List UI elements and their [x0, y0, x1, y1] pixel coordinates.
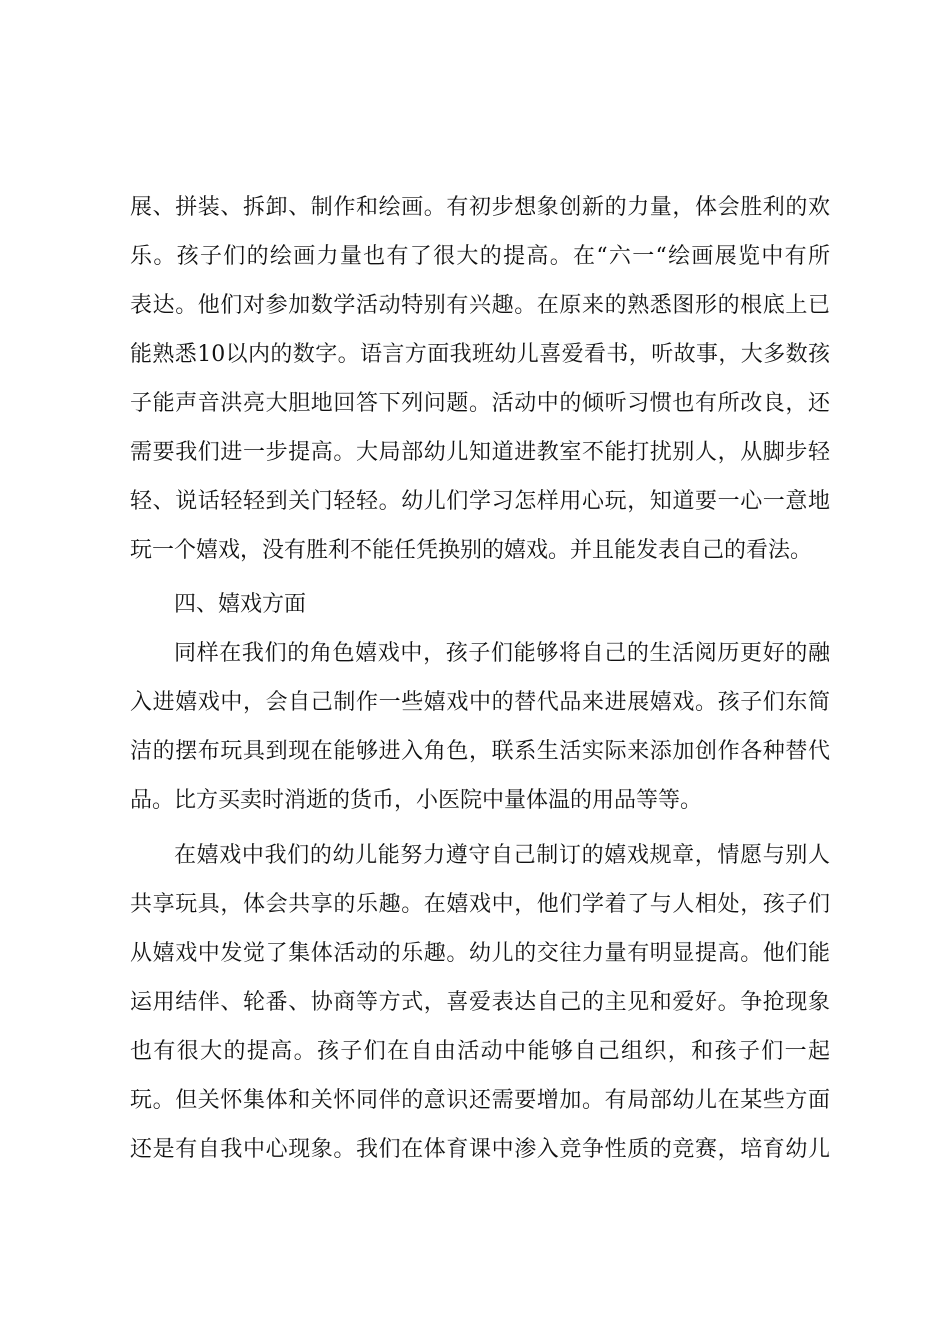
text-line: 同样在我们的角色嬉戏中，孩子们能够将自己的生活阅历更好的融: [174, 641, 830, 666]
text-line: 在嬉戏中我们的幼儿能努力遵守自己制订的嬉戏规章，情愿与别人: [174, 843, 830, 868]
text-line: 展、拼装、拆卸、制作和绘画。有初步想象创新的力量，体会胜利的欢: [130, 195, 830, 220]
section-heading: 四、嬉戏方面: [174, 592, 307, 617]
text-line: 共享玩具，体会共享的乐趣。在嬉戏中，他们学着了与人相处，孩子们: [130, 892, 830, 917]
text-line: 玩一个嬉戏，没有胜利不能任凭换别的嬉戏。并且能发表自己的看法。: [130, 538, 813, 563]
text-line: 乐。孩子们的绘画力量也有了很大的提高。在“六一“绘画展览中有所: [130, 244, 830, 269]
text-line: 表达。他们对参加数学活动特别有兴趣。在原来的熟悉图形的根底上已: [130, 293, 830, 318]
text-line: 入进嬉戏中，会自己制作一些嬉戏中的替代品来进展嬉戏。孩子们东简: [130, 690, 830, 715]
text-line: 轻、说话轻轻到关门轻轻。幼儿们学习怎样用心玩，知道要一心一意地: [130, 489, 830, 514]
text-line: 子能声音洪亮大胆地回答下列问题。活动中的倾听习惯也有所改良，还: [130, 391, 830, 416]
text-line: 也有很大的提高。孩子们在自由活动中能够自己组织，和孩子们一起: [130, 1039, 830, 1064]
text-line: 能熟悉10以内的数字。语言方面我班幼儿喜爱看书，听故事，大多数孩: [130, 342, 830, 367]
text-line: 还是有自我中心现象。我们在体育课中渗入竞争性质的竞赛，培育幼儿: [130, 1137, 830, 1162]
text-line: 品。比方买卖时消逝的货币，小医院中量体温的用品等等。: [130, 788, 703, 813]
text-line: 洁的摆布玩具到现在能够进入角色，联系生活实际来添加创作各种替代: [130, 739, 830, 764]
text-line: 运用结伴、轮番、协商等方式，喜爱表达自己的主见和爱好。争抢现象: [130, 990, 830, 1015]
text-line: 需要我们进一步提高。大局部幼儿知道进教室不能打扰别人，从脚步轻: [130, 440, 830, 465]
text-line: 玩。但关怀集体和关怀同伴的意识还需要增加。有局部幼儿在某些方面: [130, 1088, 830, 1113]
text-line: 从嬉戏中发觉了集体活动的乐趣。幼儿的交往力量有明显提高。他们能: [130, 941, 830, 966]
